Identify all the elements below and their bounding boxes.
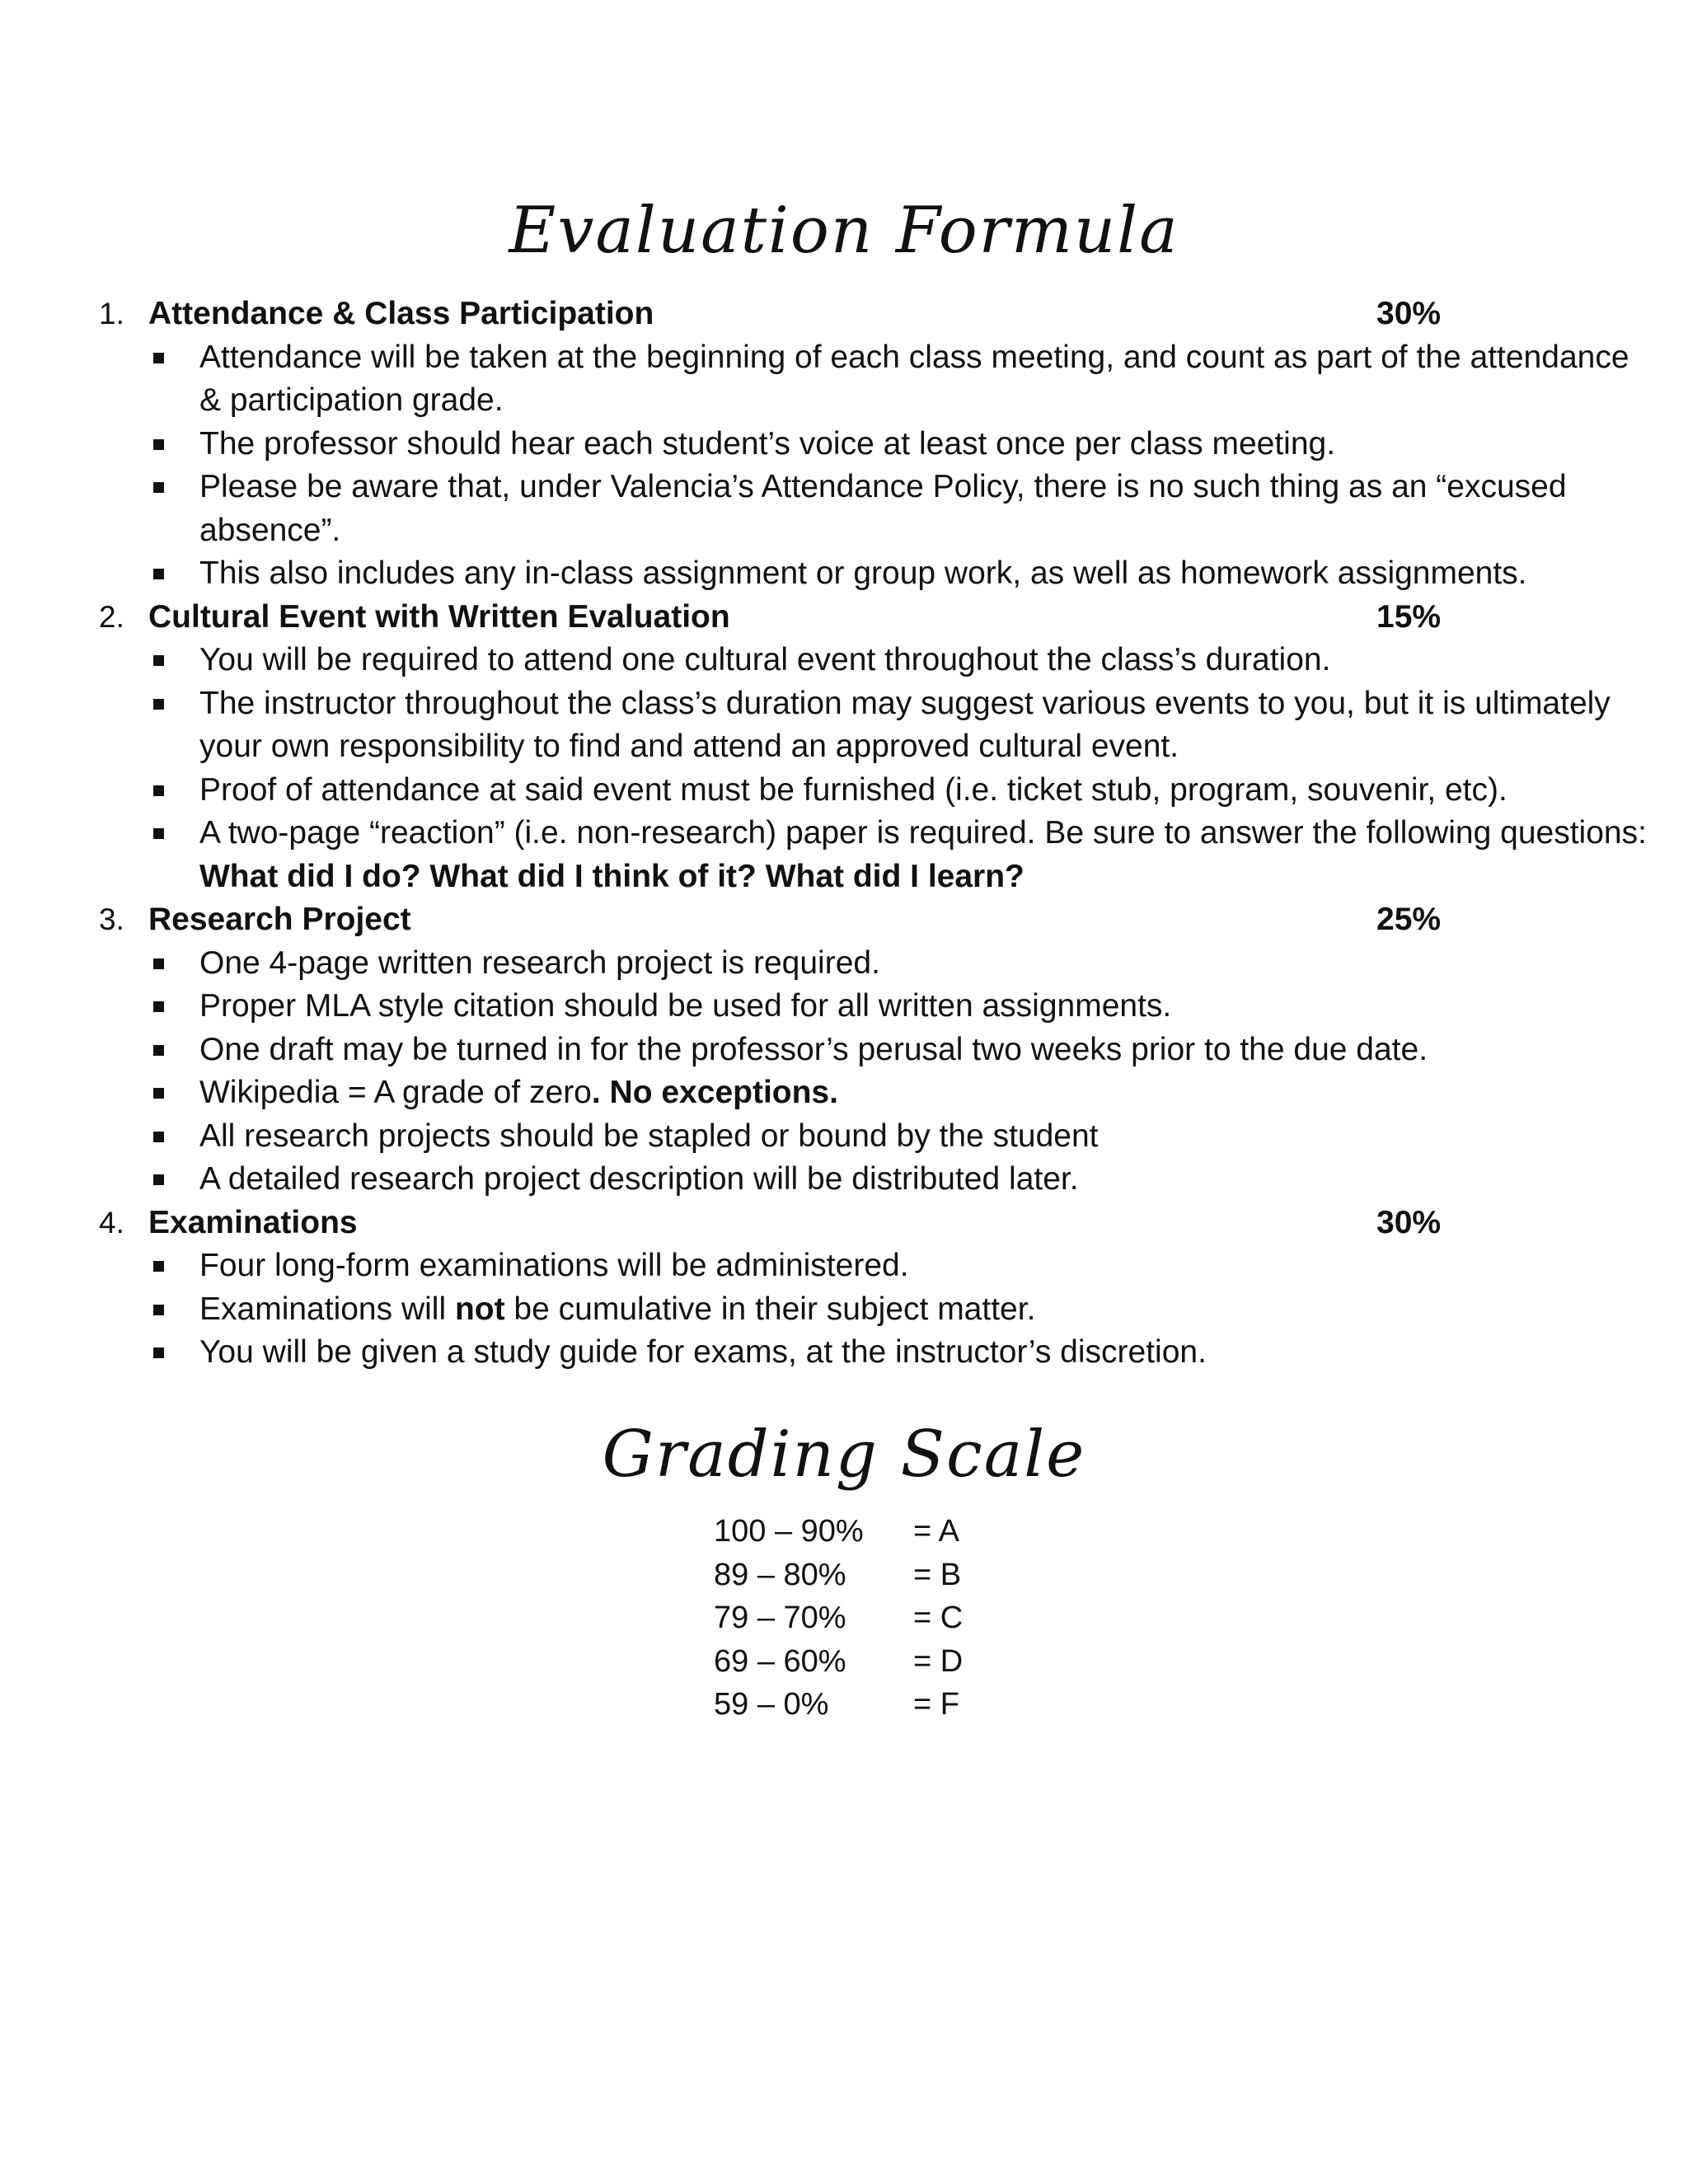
bullet-item [99,552,1658,596]
bullet-text: Attendance will be taken at the beginning of each class meeting, and count as part of the attendance & participation grade. [199,339,1629,418]
evaluation-item-header [99,898,1582,942]
letter-grade: = C [913,1601,964,1635]
bullet-item [99,769,1658,813]
bullet-text: A two-page “reaction” (i.e. non-research) paper is required. Be sure to answer the following questions: [199,815,1647,851]
square-bullet-icon [153,1305,164,1315]
bullet-text: One draft may be turned in for the professor’s perusal two weeks prior to the due date. [199,1031,1428,1067]
item-title: Research Project [148,902,411,937]
evaluation-item-header [99,293,1582,336]
item-number: 1. [99,297,124,330]
evaluation-formula-list [99,293,1647,1375]
bullet-list [99,1244,1582,1375]
bullet-text: Proper MLA style citation should be used for all written assignments. [199,988,1172,1024]
item-number: 2. [99,599,124,634]
square-bullet-icon [153,482,164,493]
grading-scale-row [714,1683,1043,1727]
square-bullet-icon [153,1001,164,1012]
item-percent: 25% [1376,902,1442,937]
bullet-text-after: be cumulative in their subject matter. [504,1291,1036,1327]
evaluation-item-header [99,1202,1582,1245]
bullet-item [99,336,1658,423]
grading-scale-row [714,1596,1043,1640]
grading-scale-table [714,1510,1043,1727]
item-percent: 30% [1376,1204,1442,1240]
letter-grade: = F [913,1687,959,1722]
item-number: 3. [99,902,124,936]
letter-grade: = B [913,1557,962,1592]
square-bullet-icon [153,569,164,579]
bullet-bold-text: What did I do? What did I think of it? What did I learn? [199,858,1025,894]
bullet-bold-text: . No exceptions. [591,1075,838,1110]
bullet-text: A detailed research project description will be distributed later. [199,1161,1079,1197]
bullet-text: This also includes any in-class assignment or group work, as well as homework assignments. [199,555,1527,591]
bullet-text: The instructor throughout the class’s duration may suggest various events to you, but it is ultimately your own responsibility to find and attend an approved cultural event. [199,685,1611,764]
score-range: 59 – 0% [714,1687,829,1722]
square-bullet-icon [153,1132,164,1142]
bullet-item [99,1331,1658,1375]
bullet-item [99,1029,1658,1072]
square-bullet-icon [153,785,164,796]
square-bullet-icon [153,439,164,450]
grading-scale-row [714,1554,1043,1597]
bullet-item [99,985,1658,1029]
score-range: 100 – 90% [714,1514,864,1549]
bullet-item [99,1244,1658,1288]
bullet-text: One 4-page written research project is required. [199,944,880,981]
square-bullet-icon [153,1261,164,1272]
bullet-item [99,423,1658,466]
grading-scale-row [714,1640,1043,1684]
bullet-item [99,1115,1658,1159]
evaluation-item [99,898,1582,1202]
bullet-text: You will be required to attend one cultural event throughout the class’s duration. [199,642,1331,677]
square-bullet-icon [153,1088,164,1099]
bullet-item [99,1288,1658,1332]
item-title: Attendance & Class Participation [148,296,654,331]
bullet-text: Examinations will [199,1291,455,1327]
bullet-list [99,639,1647,898]
item-percent: 30% [1376,296,1442,331]
square-bullet-icon [153,1347,164,1358]
square-bullet-icon [153,1174,164,1185]
bullet-item [99,682,1658,769]
bullet-bold-text: not [454,1291,505,1327]
evaluation-item-header [99,596,1582,640]
square-bullet-icon [153,699,164,710]
bullet-text: All research projects should be stapled or bound by the student [199,1118,1099,1154]
bullet-list [99,942,1582,1202]
square-bullet-icon [153,655,164,666]
bullet-item [99,1071,1658,1115]
square-bullet-icon [153,828,164,839]
grading-scale-row [714,1510,1043,1554]
square-bullet-icon [153,353,164,363]
bullet-text: The professor should hear each student’s voice at least once per class meeting. [199,425,1336,462]
evaluation-item [99,293,1629,596]
evaluation-item [99,1202,1582,1375]
bullet-item [99,466,1658,552]
bullet-item [99,812,1658,898]
bullet-text: Proof of attendance at said event must be furnished (i.e. ticket stub, program, souvenir, etc). [199,771,1507,808]
bullet-text: You will be given a study guide for exams, at the instructor’s discretion. [199,1334,1207,1370]
item-number: 4. [99,1205,124,1240]
score-range: 79 – 70% [714,1601,846,1635]
bullet-text: Wikipedia = A grade of zero [199,1075,592,1110]
square-bullet-icon [153,958,164,969]
evaluation-item [99,596,1647,899]
grading-scale-title: Grading Scale [602,1418,1086,1492]
item-title: Examinations [148,1204,358,1240]
bullet-item [99,1158,1658,1202]
square-bullet-icon [153,1045,164,1056]
letter-grade: = A [913,1514,959,1549]
bullet-text: Four long-form examinations will be administered. [199,1248,909,1283]
score-range: 89 – 80% [714,1557,846,1592]
item-title: Cultural Event with Written Evaluation [148,598,730,635]
bullet-text: Please be aware that, under Valencia’s Attendance Policy, there is no such thing as an “excused absence”. [199,469,1567,548]
bullet-item [99,942,1658,986]
bullet-list [99,336,1629,596]
letter-grade: = D [913,1643,964,1679]
item-percent: 15% [1376,598,1442,635]
evaluation-formula-title: Evaluation Formula [509,194,1179,268]
bullet-item [99,639,1658,682]
score-range: 69 – 60% [714,1643,846,1679]
